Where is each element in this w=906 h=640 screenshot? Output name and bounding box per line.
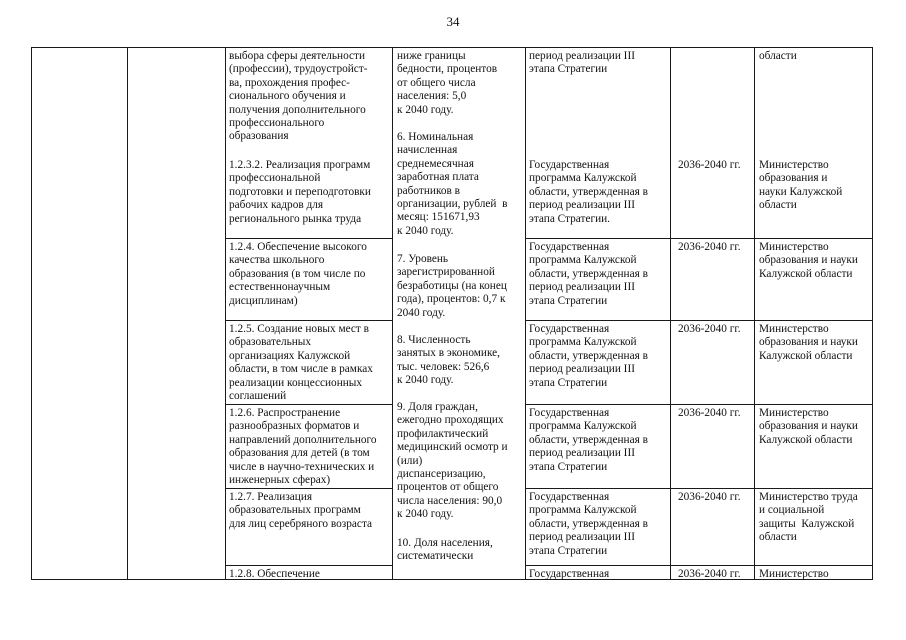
table-row-rule [525,488,873,489]
table-row-rule [525,320,873,321]
indicator-cell: 6. Номинальная начисленная среднемесячная заработная плата работников в организации, рублей в месяц: 151671,93 к 2040 году. [397,131,508,237]
document-cell: период реализации III этапа Стратегии [529,50,635,76]
table-row-rule [525,565,873,566]
document-cell: Государственная программа Калужской области, утвержденная в период реализации III этапа Стратегии [529,491,648,557]
executor-cell: области [759,50,797,62]
document-cell: Государственная программа Калужской области, утвержденная в период реализации III этапа Стратегии. [529,159,648,225]
period-cell: 2036-2040 гг. [678,491,741,503]
executor-cell: Министерство образования и науки Калужской области [759,159,843,212]
table-row-rule [225,565,393,566]
table-row-rule [525,404,873,405]
table-column-rule [392,47,393,580]
table-row-rule [225,488,393,489]
indicator-cell: 10. Доля населения, систематически [397,537,493,563]
task-cell: 1.2.7. Реализация образовательных программ для лиц серебряного возраста [229,491,373,530]
task-cell: 1.2.4. Обеспечение высокого качества школьного образования (в том числе по естественнонаучным дисциплинам) [229,241,367,307]
task-cell: 1.2.8. Обеспечение [229,568,320,580]
document-cell: Государственная программа Калужской области, утвержденная в период реализации III этапа Стратегии [529,241,648,307]
indicator-cell: 9. Доля граждан, ежегодно проходящих профилактический медицинский осмотр и (или) диспансеризацию, процентов от общего числа населения: 90,0 к 2040 году. [397,401,508,521]
table-top-rule [31,47,873,48]
period-cell: 2036-2040 гг. [678,241,741,253]
table-column-rule [127,47,128,580]
indicator-cell: ниже границы бедности, процентов от общего числа населения: 5,0 к 2040 году. [397,50,498,116]
period-cell: 2036-2040 гг. [678,568,741,580]
executor-cell: Министерство труда и социальной защиты Калужской области [759,491,858,544]
table-column-rule [225,47,226,580]
table-row-rule [225,238,393,239]
executor-cell: Министерство [759,568,829,580]
table-row-rule [225,404,393,405]
period-cell: 2036-2040 гг. [678,159,741,171]
table-row-rule [225,320,393,321]
executor-cell: Министерство образования и науки Калужской области [759,241,858,280]
executor-cell: Министерство образования и науки Калужской области [759,323,858,362]
document-cell: Государственная программа Калужской области, утвержденная в период реализации III этапа Стратегии [529,407,648,473]
table-column-rule [31,47,32,580]
period-cell: 2036-2040 гг. [678,407,741,419]
document-cell: Государственная программа Калужской области, утвержденная в период реализации III этапа Стратегии [529,323,648,389]
page-number: 34 [446,14,460,29]
indicator-cell: 7. Уровень зарегистрированной безработицы (на конец года), процентов: 0,7 к 2040 году. [397,253,507,319]
task-cell: выбора сферы деятельности (профессии), трудоустройст- ва, прохождения профес- сионального обучения и получения дополнительного профессионального образования [229,50,368,143]
executor-cell: Министерство образования и науки Калужской области [759,407,858,446]
table-column-rule [872,47,873,580]
table-column-rule [525,47,526,580]
period-cell: 2036-2040 гг. [678,323,741,335]
indicator-cell: 8. Численность занятых в экономике, тыс. человек: 526,6 к 2040 году. [397,334,501,387]
task-cell: 1.2.3.2. Реализация программ профессиональной подготовки и переподготовки рабочих кадров для регионального рынка труда [229,159,371,225]
task-cell: 1.2.6. Распространение разнообразных форматов и направлений дополнительного образования для детей (в том числе в научно-технических и инженерных сферах) [229,407,377,487]
table-bottom-rule [31,579,873,580]
table-row-rule [525,238,873,239]
document-cell: Государственная [529,568,610,580]
task-cell: 1.2.5. Создание новых мест в образовательных организациях Калужской области, в том числе в рамках реализации концессионных соглашений [229,323,373,403]
table-column-rule [754,47,755,580]
table-column-rule [670,47,671,580]
